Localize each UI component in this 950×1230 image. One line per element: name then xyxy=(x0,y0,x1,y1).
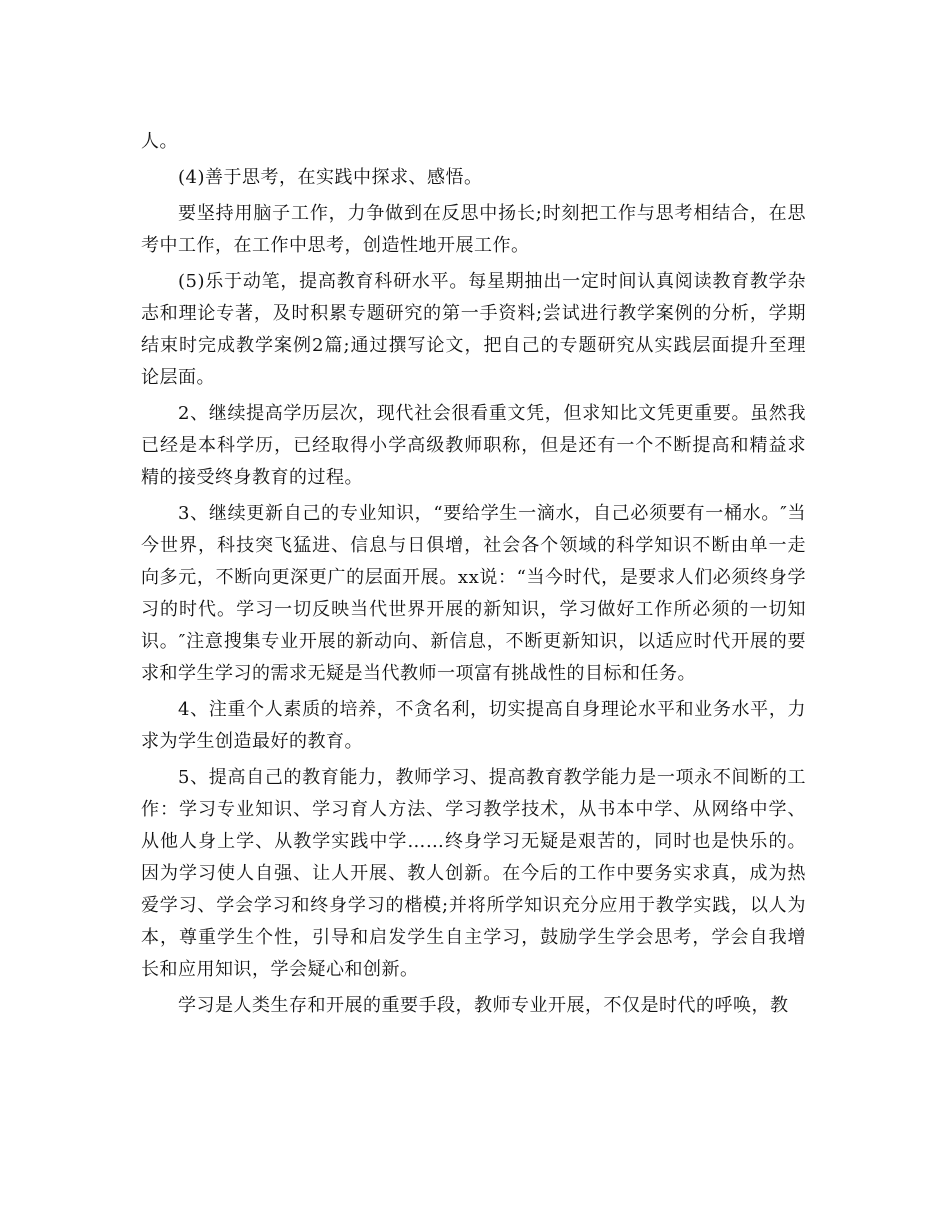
paragraph-point-2: 2、继续提高学历层次，现代社会很看重文凭，但求知比文凭更重要。虽然我已经是本科学历，已经取得小学高级教师职称，但是还有一个不断提高和精益求精的接受终身教育的过程。 xyxy=(141,403,806,488)
paragraph-conclusion: 学习是人类生存和开展的重要手段，教师专业开展，不仅是时代的呼唤，教 xyxy=(178,995,789,1016)
paragraph-continuation: 人。 xyxy=(141,131,178,152)
paragraph-item-5: (5)乐于动笔，提高教育科研水平。每星期抽出一定时间认真阅读教育教学杂志和理论专著，及时积累专题研究的第一手资料;尝试进行教学案例的分析，学期结束时完成教学案例2篇;通过撰写论文，把自己的专题研究从实践层面提升至理论层面。 xyxy=(141,271,806,388)
paragraph-item-4-body: 要坚持用脑子工作，力争做到在反思中扬长;时刻把工作与思考相结合，在思考中工作，在工作中思考，创造性地开展工作。 xyxy=(141,203,806,256)
paragraph-point-4: 4、注重个人素质的培养，不贪名利，切实提高自身理论水平和业务水平，力求为学生创造最好的教育。 xyxy=(141,699,806,752)
paragraph-item-4-heading: (4)善于思考，在实践中探求、感悟。 xyxy=(178,167,483,188)
document-body xyxy=(141,126,806,1026)
paragraph-point-5: 5、提高自己的教育能力，教师学习、提高教育教学能力是一项永不间断的工作：学习专业知识、学习育人方法、学习教学技术，从书本中学、从网络中学、从他人身上学、从教学实践中学……终身学习无疑是艰苦的，同时也是快乐的。因为学习使人自强、让人开展、教人创新。在今后的工作中要务实求真，成为热爱学习、学会学习和终身学习的楷模;并将所学知识充分应用于教学实践，以人为本，尊重学生个性，引导和启发学生自主学习，鼓励学生学会思考，学会自我增长和应用知识，学会疑心和创新。 xyxy=(141,767,806,980)
paragraph-point-3: 3、继续更新自己的专业知识，“要给学生一滴水，自己必须要有一桶水。″当今世界，科技突飞猛进、信息与日俱增，社会各个领域的科学知识不断由单一走向多元，不断向更深更广的层面开展。xx说：“当今时代，是要求人们必须终身学习的时代。学习一切反映当代世界开展的新知识，学习做好工作所必须的一切知识。″注意搜集专业开展的新动向、新信息，不断更新知识，以适应时代开展的要求和学生学习的需求无疑是当代教师一项富有挑战性的目标和任务。 xyxy=(141,503,806,684)
